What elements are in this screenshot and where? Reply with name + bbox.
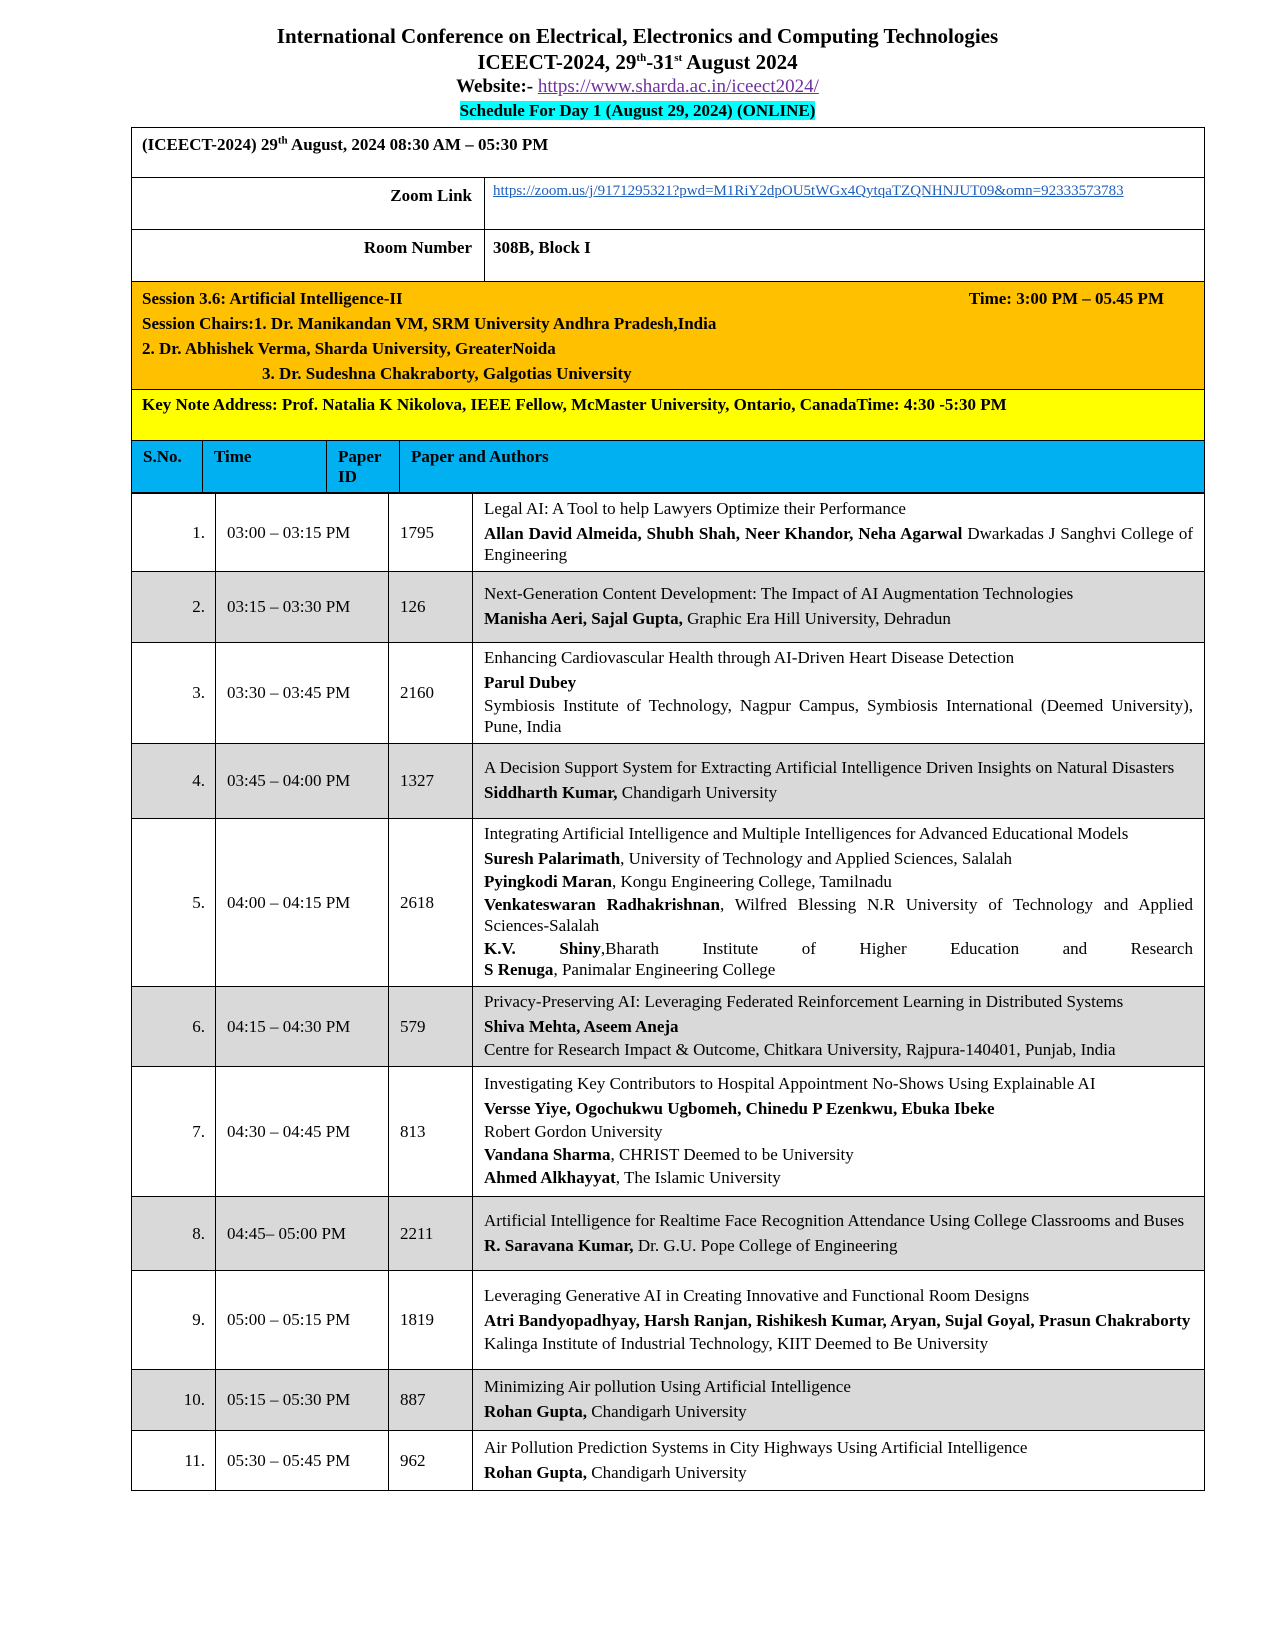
serial-number: 2. xyxy=(132,572,216,643)
affiliation: Graphic Era Hill University, Dehradun xyxy=(682,609,951,628)
paper-authors-cell xyxy=(473,1067,1205,1197)
serial-number: 10. xyxy=(132,1370,216,1431)
session-block xyxy=(131,282,1205,390)
session-chairs-1: Session Chairs:1. Dr. Manikandan VM, SRM University Andhra Pradesh,India xyxy=(142,314,717,333)
author-names: Parul Dubey xyxy=(484,673,577,692)
author-affiliation-line xyxy=(484,672,1193,693)
table-row xyxy=(132,1067,1205,1197)
time-slot: 03:45 – 04:00 PM xyxy=(216,744,389,819)
author-names: K.V. Shiny xyxy=(484,939,601,958)
time-slot: 03:30 – 03:45 PM xyxy=(216,643,389,744)
keynote-block: Key Note Address: Prof. Natalia K Nikolova, IEEE Fellow, McMaster University, Ontario, CanadaTime: 4:30 -5:30 PM xyxy=(131,390,1205,441)
author-names: Manisha Aeri, Sajal Gupta, xyxy=(484,609,683,628)
header-paper-id: Paper ID xyxy=(327,441,400,492)
affiliation: , Panimalar Engineering College xyxy=(553,960,776,979)
paper-id: 2211 xyxy=(389,1197,473,1271)
paper-title: Privacy-Preserving AI: Leveraging Federated Reinforcement Learning in Distributed Systems xyxy=(484,992,1124,1011)
paper-authors-cell xyxy=(473,1431,1205,1491)
serial-number: 7. xyxy=(132,1067,216,1197)
table-row xyxy=(132,1271,1205,1370)
serial-number: 5. xyxy=(132,819,216,987)
paper-title: Enhancing Cardiovascular Health through AI-Driven Heart Disease Detection xyxy=(484,648,1015,667)
time-slot: 05:00 – 05:15 PM xyxy=(216,1271,389,1370)
date-row: (ICEECT-2024) 29th August, 2024 08:30 AM – 05:30 PM xyxy=(131,127,1205,178)
website-line xyxy=(0,76,1275,98)
affiliation: Dr. G.U. Pope College of Engineering xyxy=(633,1235,898,1255)
affiliation: Centre for Research Impact & Outcome, Chitkara University, Rajpura-140401, Punjab, India xyxy=(484,1040,1116,1059)
time-slot: 03:00 – 03:15 PM xyxy=(216,494,389,572)
room-value: 308B, Block I xyxy=(493,238,591,257)
affiliation: Chandigarh University xyxy=(586,1402,747,1421)
author-names: Ahmed Alkhayyat xyxy=(484,1168,616,1187)
affiliation: Kalinga Institute of Industrial Technology, KIIT Deemed to Be University xyxy=(484,1333,989,1353)
author-affiliation-line xyxy=(484,1016,1193,1037)
author-affiliation-line xyxy=(484,608,1193,629)
author-names: Rohan Gupta, xyxy=(484,1462,587,1482)
paper-authors-cell xyxy=(473,744,1205,819)
serial-number: 8. xyxy=(132,1197,216,1271)
affiliation: , The Islamic University xyxy=(615,1168,781,1187)
paper-title: Legal AI: A Tool to help Lawyers Optimize their Performance xyxy=(484,499,906,518)
affiliation: Dwarkadas J Sanghvi College of Engineering xyxy=(484,524,1193,564)
paper-authors-cell xyxy=(473,1271,1205,1370)
paper-authors-cell xyxy=(473,643,1205,744)
author-affiliation-line xyxy=(484,782,1193,803)
author-names: Siddharth Kumar, xyxy=(484,783,618,802)
author-names: Allan David Almeida, Shubh Shah, Neer Khandor, Neha Agarwal xyxy=(484,524,963,543)
zoom-label: Zoom Link xyxy=(132,178,485,229)
author-names: Venkateswaran Radhakrishnan xyxy=(484,895,720,914)
author-names: Suresh Palarimath xyxy=(484,849,621,868)
table-row xyxy=(132,494,1205,572)
paper-authors-cell xyxy=(473,819,1205,987)
session-chairs-3: 3. Dr. Sudeshna Chakraborty, Galgotias University xyxy=(262,364,632,383)
author-names: Pyingkodi Maran xyxy=(484,872,612,891)
time-slot: 04:45– 05:00 PM xyxy=(216,1197,389,1271)
table-row xyxy=(132,572,1205,643)
table-row xyxy=(132,987,1205,1067)
paper-id: 1795 xyxy=(389,494,473,572)
author-affiliation-line xyxy=(484,695,1193,737)
schedule-table xyxy=(131,493,1205,1491)
affiliation: Robert Gordon University xyxy=(484,1122,663,1141)
paper-id: 579 xyxy=(389,987,473,1067)
conference-title: International Conference on Electrical, Electronics and Computing Technologies xyxy=(276,24,999,48)
author-names: S Renuga xyxy=(484,960,554,979)
paper-id: 2160 xyxy=(389,643,473,744)
conference-subtitle: ICEECT-2024, 29th-31st August 2024 xyxy=(477,50,798,74)
affiliation: Chandigarh University xyxy=(617,783,778,802)
table-row xyxy=(132,1197,1205,1271)
author-affiliation-line xyxy=(484,1144,1193,1165)
author-affiliation-line xyxy=(484,1235,1193,1256)
author-affiliation-line xyxy=(484,1310,1193,1331)
author-names: Versse Yiye, Ogochukwu Ugbomeh, Chinedu P Ezenkwu, Ebuka Ibeke xyxy=(484,1099,995,1118)
schedule-heading: Schedule For Day 1 (August 29, 2024) (ONLINE) xyxy=(459,101,816,120)
author-affiliation-line xyxy=(484,1121,1193,1142)
header-paper-authors: Paper and Authors xyxy=(411,447,549,466)
table-row xyxy=(132,643,1205,744)
affiliation: Chandigarh University xyxy=(586,1462,747,1482)
table-row xyxy=(132,819,1205,987)
paper-title: Next-Generation Content Development: The Impact of AI Augmentation Technologies xyxy=(484,584,1074,603)
paper-authors-cell xyxy=(473,1370,1205,1431)
header-sno: S.No. xyxy=(132,441,203,492)
author-names: Shiva Mehta, Aseem Aneja xyxy=(484,1017,679,1036)
affiliation: , Kongu Engineering College, Tamilnadu xyxy=(612,872,892,891)
session-title: Session 3.6: Artificial Intelligence-II xyxy=(142,289,403,308)
table-row xyxy=(132,1431,1205,1491)
author-names: Atri Bandyopadhyay, Harsh Ranjan, Rishikesh Kumar, Aryan, Sujal Goyal, Prasun Chakraborty xyxy=(484,1310,1191,1330)
affiliation: Symbiosis Institute of Technology, Nagpur Campus, Symbiosis International (Deemed University), Pune, India xyxy=(484,696,1193,736)
author-affiliation-line xyxy=(484,1462,1193,1483)
paper-title: Artificial Intelligence for Realtime Face Recognition Attendance Using College Classrooms and Buses xyxy=(484,1210,1185,1230)
author-affiliation-line xyxy=(484,1098,1193,1119)
author-affiliation-line xyxy=(484,523,1193,565)
time-slot: 03:15 – 03:30 PM xyxy=(216,572,389,643)
affiliation: , Wilfred Blessing N.R University of Technology and Applied Sciences-Salalah xyxy=(484,895,1193,935)
session-time: Time: 3:00 PM – 05.45 PM xyxy=(968,289,1164,308)
affiliation: ,Bharath Institute of Higher Education and Research xyxy=(600,939,1193,958)
time-slot: 05:30 – 05:45 PM xyxy=(216,1431,389,1491)
author-names: Rohan Gupta, xyxy=(484,1402,587,1421)
paper-authors-cell xyxy=(473,1197,1205,1271)
paper-title: Air Pollution Prediction Systems in City Highways Using Artificial Intelligence xyxy=(484,1437,1028,1457)
paper-title: Integrating Artificial Intelligence and Multiple Intelligences for Advanced Educational Models xyxy=(484,824,1129,843)
paper-id: 962 xyxy=(389,1431,473,1491)
session-chairs-2: 2. Dr. Abhishek Verma, Sharda University, GreaterNoida xyxy=(142,339,556,358)
website-link[interactable]: https://www.sharda.ac.in/iceect2024/ xyxy=(537,76,819,97)
paper-id: 813 xyxy=(389,1067,473,1197)
paper-authors-cell xyxy=(473,987,1205,1067)
author-affiliation-line xyxy=(484,938,1193,959)
room-row xyxy=(131,230,1205,282)
serial-number: 4. xyxy=(132,744,216,819)
author-affiliation-line xyxy=(484,848,1193,869)
time-slot: 04:30 – 04:45 PM xyxy=(216,1067,389,1197)
paper-id: 887 xyxy=(389,1370,473,1431)
author-affiliation-line xyxy=(484,1401,1193,1422)
table-row xyxy=(132,744,1205,819)
paper-id: 2618 xyxy=(389,819,473,987)
affiliation: , University of Technology and Applied Sciences, Salalah xyxy=(620,849,1012,868)
paper-authors-cell xyxy=(473,572,1205,643)
paper-id: 1327 xyxy=(389,744,473,819)
author-affiliation-line xyxy=(484,871,1193,892)
author-names: R. Saravana Kumar, xyxy=(484,1235,634,1255)
author-affiliation-line xyxy=(484,959,1193,980)
author-names: Vandana Sharma xyxy=(484,1145,611,1164)
serial-number: 6. xyxy=(132,987,216,1067)
table-row xyxy=(132,1370,1205,1431)
header-time: Time xyxy=(203,441,327,492)
time-slot: 04:00 – 04:15 PM xyxy=(216,819,389,987)
room-label: Room Number xyxy=(132,230,485,281)
paper-title: Leveraging Generative AI in Creating Innovative and Functional Room Designs xyxy=(484,1285,1030,1305)
serial-number: 11. xyxy=(132,1431,216,1491)
serial-number: 1. xyxy=(132,494,216,572)
paper-id: 126 xyxy=(389,572,473,643)
paper-title: A Decision Support System for Extracting Artificial Intelligence Driven Insights on Natural Disasters xyxy=(484,758,1175,777)
author-affiliation-line xyxy=(484,1167,1193,1188)
time-slot: 04:15 – 04:30 PM xyxy=(216,987,389,1067)
paper-title: Minimizing Air pollution Using Artificial Intelligence xyxy=(484,1377,851,1396)
paper-authors-cell xyxy=(473,494,1205,572)
time-slot: 05:15 – 05:30 PM xyxy=(216,1370,389,1431)
paper-id: 1819 xyxy=(389,1271,473,1370)
affiliation: , CHRIST Deemed to be University xyxy=(610,1145,854,1164)
serial-number: 9. xyxy=(132,1271,216,1370)
paper-title: Investigating Key Contributors to Hospital Appointment No-Shows Using Explainable AI xyxy=(484,1074,1096,1093)
author-affiliation-line xyxy=(484,894,1193,936)
website-label: Website:- xyxy=(456,76,534,97)
author-affiliation-line xyxy=(484,1333,1193,1354)
table-header xyxy=(131,441,1205,493)
author-affiliation-line xyxy=(484,1039,1193,1060)
zoom-row xyxy=(131,178,1205,230)
zoom-link[interactable]: https://zoom.us/j/9171295321?pwd=M1RiY2dpOU5tWGx4QytqaTZQNHNJUT09&omn=92333573783 xyxy=(493,183,1124,199)
serial-number: 3. xyxy=(132,643,216,744)
